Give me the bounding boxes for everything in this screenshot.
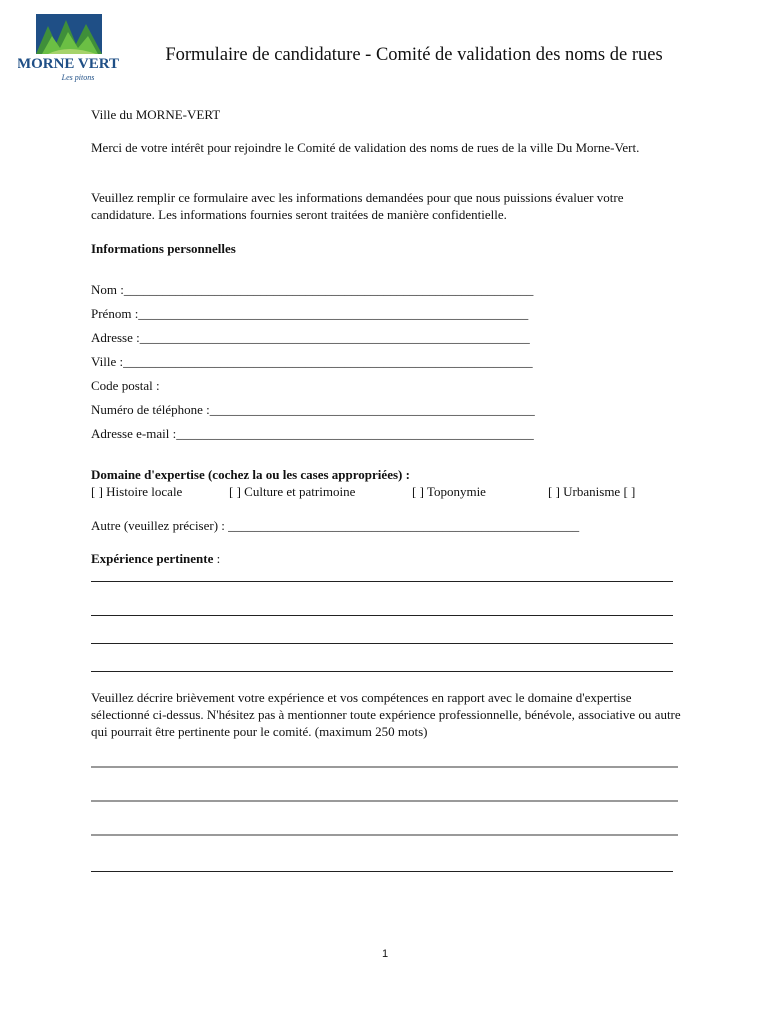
checkbox-toponymie[interactable]: [ ] Toponymie: [412, 484, 486, 499]
logo-graphic: [18, 14, 122, 86]
nom-field[interactable]: Nom :_______________________________________________________________: [91, 282, 534, 297]
adresse-field[interactable]: Adresse :____________________________________________________________: [91, 330, 530, 345]
city-line: Ville du MORNE-VERT: [91, 107, 221, 122]
checkbox-culture-patrimoine[interactable]: [ ] Culture et patrimoine: [229, 484, 356, 499]
answer-line-4[interactable]: [91, 871, 673, 872]
ville-field[interactable]: Ville :_______________________________________________________________: [91, 354, 533, 369]
experience-description: Veuillez décrire brièvement votre expérience et vos compétences en rapport avec le domaine d'expertise sélectionné ci-dessus. N'hésitez pas à mentionner toute expérience professionnelle, bénévole, associative ou autre qui pourrait être pertinente pour le comité. (maximum 250 mots): [91, 690, 681, 739]
answer-line-2[interactable]: [91, 800, 678, 802]
expertise-heading: Domaine d'expertise (cochez la ou les cases appropriées) :: [91, 467, 410, 482]
prenom-field[interactable]: Prénom :____________________________________________________________: [91, 306, 529, 321]
autre-field[interactable]: Autre (veuillez préciser) : ______________________________________________________: [91, 518, 580, 533]
experience-line-4[interactable]: [91, 671, 673, 672]
page-title: Formulaire de candidature - Comité de validation des noms de rues: [165, 45, 663, 65]
logo-wordmark: MORNE VERT: [18, 56, 120, 72]
experience-line-3[interactable]: [91, 643, 673, 644]
experience-heading: Expérience pertinente: [91, 551, 214, 566]
instructions-paragraph: Veuillez remplir ce formulaire avec les informations demandées pour que nous puissions évaluer votre candidature. Les informations fournies seront traitées de manière confidentielle.: [91, 190, 624, 222]
experience-heading-line: [91, 550, 220, 567]
page-number: 1: [381, 948, 389, 960]
answer-line-3[interactable]: [91, 834, 678, 836]
intro-paragraph: Merci de votre intérêt pour rejoindre le Comité de validation des noms de rues de la ville Du Morne-Vert.: [91, 140, 640, 155]
telephone-field[interactable]: Numéro de téléphone :__________________________________________________: [91, 402, 535, 417]
morne-vert-logo: [18, 14, 122, 86]
checkbox-urbanisme[interactable]: [ ] Urbanisme [ ]: [548, 484, 636, 499]
experience-line-1[interactable]: [91, 581, 673, 582]
code-postal-field[interactable]: Code postal :: [91, 378, 160, 393]
answer-line-1[interactable]: [91, 766, 678, 768]
experience-line-2[interactable]: [91, 615, 673, 616]
checkbox-histoire-locale[interactable]: [ ] Histoire locale: [91, 484, 183, 499]
email-field[interactable]: Adresse e-mail :_______________________________________________________: [91, 426, 534, 441]
experience-heading-colon: :: [213, 551, 221, 566]
personal-info-heading: Informations personnelles: [91, 241, 236, 256]
logo-tagline: Les pitons: [61, 73, 95, 82]
